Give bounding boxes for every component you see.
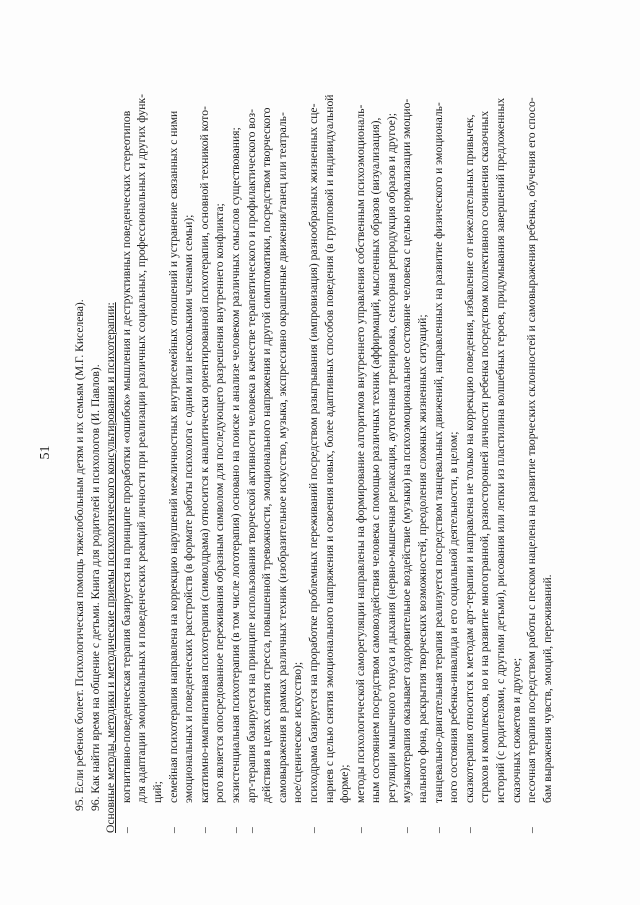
text-line: танцевально-двигательная терапия реализуется посредством танцевальных движений, направленных на развитие физического и эмоциональ- [431,102,445,803]
list-item-text [228,53,244,803]
list-item [353,53,400,833]
section-heading: Основные методы, методики и методические приемы психологического консультирования и психотерапии: [104,302,118,833]
text-line: ным состоянием посредством самовоздействия человека с помощью различных техник (аффирмаций, мысленных образов (визуализация), [369,117,383,803]
text-line: нариев с целью снятия эмоционального напряжения и освоения новых, более адаптивных способов поведения (в групповой и индивидуальной [322,94,336,803]
list-item-text [119,53,166,803]
text-line: психодрама базируется на проработке проблемных переживаний посредством разыгрывания (импровизация) разнообразных жизненных сце- [306,103,320,803]
text-line: песочная терапия посредством работы с песком нацелена на развитие творческих склонностей и самовыражения ребенка, обучения его спосо- [525,97,539,803]
text-line: самовыражения в рамках различных техник (изобразительное искусство, музыка, экспрессивно окрашенные движения/танец или театраль- [275,112,289,803]
list-item [119,53,166,833]
list-bullet: – [353,827,367,833]
text-line: сказочных сюжетов и другое; [509,657,523,803]
text-line: методы психологической саморегуляции направлены на формирование алгоритмов внутреннего управления собственным психоэмоциональ- [353,104,367,803]
text-line: действия в целях снятия стресса, повышенной тревожности, эмоционального напряжения и другой симптоматики, посредством творческого [260,107,274,803]
list-item [197,53,228,833]
page-number: 51 [38,445,53,460]
list-item [524,53,555,833]
reference-line: 95. Если ребенок болеет. Психологическая помощь тяжелобольным детям и их семьям (М.Г. Киселева). [73,299,86,811]
list-item-text [306,53,353,803]
text-line: ное/сценическое искусство); [291,661,305,803]
list-item [166,53,197,833]
text-line: сказкотерапия относится к методам арт-терапии и направлена не только на коррекцию поведения, избавление от нежелательных привычек, [462,114,476,803]
list-item-text [462,53,524,803]
list-bullet: – [431,827,445,833]
text-line: эмоциональных и поведенческих расстройств (в формате работы психолога с одним или несколькими членами семьи); [182,214,196,803]
list-bullet: – [462,827,476,833]
list-item-text [244,53,306,803]
text-line: когнитивно-поведенческая терапия базируется на принципе проработки «ошибок» мышления и деструктивных поведенческих стереотипов [119,110,133,803]
text-line: рого является опосредованное переживания образным символом для последующего разрешения внутреннего конфликта; [213,203,227,803]
list-item-text [399,53,430,803]
text-line: ций; [150,781,164,803]
text-line: форме); [338,764,352,803]
list-bullet: – [306,827,320,833]
list-item-text [166,53,197,803]
methods-list [119,53,556,833]
list-bullet: – [166,827,180,833]
text-line: музыкотерапия оказывает оздоровительное воздействие (музыки) на психоэмоциональное состояние человека с целью нормализации эмоцио- [400,98,414,803]
text-line: бам выражения чувств, эмоций, переживаний. [540,574,554,803]
text-line: семейная психотерапия направлена на коррекцию нарушений межличностных внутрисемейных отношений и устранение связанных с ними [166,110,180,803]
text-line: кататимно-имагинативная психотерапия (символдрама) относится к аналитически ориентированной психотерапии, основной техникой кото- [197,106,211,803]
text-line: историй (с родителями, с другими детьми), рисования или лепки из пластилина волшебных героев, придумывания завершений предложенных [494,97,508,803]
reference-item [72,53,88,833]
text-line: нального фона, раскрытия творческих возможностей, преодоления сложных жизненных ситуаций; [416,314,430,803]
text-line: арт-терапия базируется на принципе использования творческой активности человека в качестве терапевтического и профилактического воз- [244,109,258,803]
reference-item [88,53,104,833]
list-item [399,53,430,833]
list-bullet: – [119,827,133,833]
list-bullet: – [228,827,242,833]
list-bullet: – [400,827,414,833]
list-item-text [197,53,228,803]
list-item-text [524,53,555,803]
text-line: ного состояния ребенка-инвалида и его социальной деятельности, в целом; [447,431,461,803]
list-item-text [431,53,462,803]
list-item [431,53,462,833]
text-line: страхов и комплексов, но и на развитие многогранной, разносторонней личности ребенка посредством коллективного сочинения сказочных [478,110,492,803]
text-line: экзистенциальная психотерапия (в том числе логотерапия) основано на поиске и анализе человеком различных смыслов существования; [228,127,242,803]
text-block [72,53,555,833]
text-line: регуляции мышечного тонуса и дыхания (нервно-мышечная релаксация, аутогенная тренировка, сенсорная репродукция образов и другое); [384,113,398,803]
text-line: для адаптации эмоциональных и поведенческих реакций личности при реализации различных социальных, профессиональных и других функ- [135,94,149,803]
list-item [306,53,353,833]
list-bullet: – [525,827,539,833]
list-item [462,53,524,833]
reference-line: 96. Как найти время на общение с детьми. Книга для родителей и психологов (И. Павлов). [88,364,102,811]
list-item-text [353,53,400,803]
list-item [244,53,306,833]
list-bullet: – [197,827,211,833]
list-item [228,53,244,833]
list-bullet: – [244,827,258,833]
